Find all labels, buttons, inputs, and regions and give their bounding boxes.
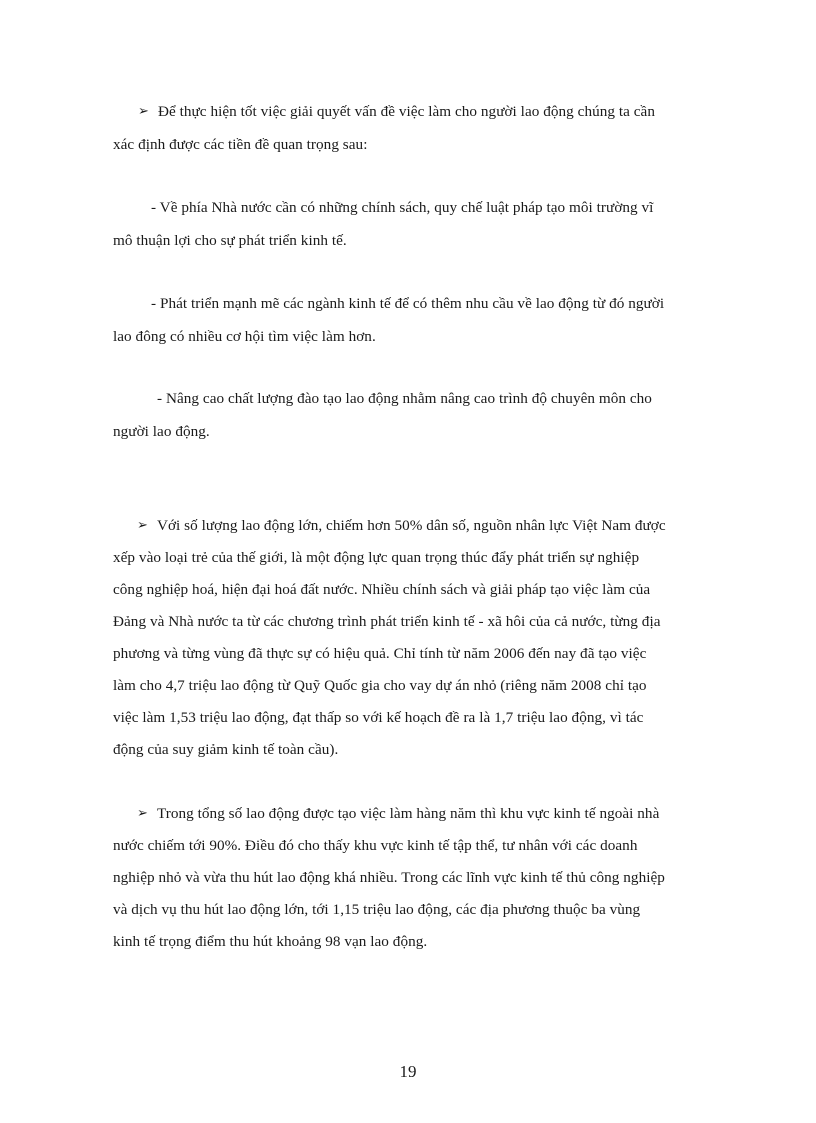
paragraph-5-line-6: làm cho 4,7 triệu lao động từ Quỹ Quốc gia cho vay dự án nhỏ (riêng năm 2008 chỉ tạo	[113, 677, 647, 694]
arrow-bullet-icon: ➢	[138, 103, 149, 118]
paragraph-1-line-2: xác định được các tiền đề quan trọng sau:	[113, 136, 368, 153]
paragraph-4-line-2: người lao động.	[113, 423, 210, 440]
paragraph-6-line-5: kinh tế trọng điểm thu hút khoảng 98 vạn lao động.	[113, 933, 428, 950]
arrow-bullet-icon: ➢	[137, 805, 148, 820]
paragraph-5-line-8: động của suy giảm kinh tế toàn cầu).	[113, 741, 339, 758]
paragraph-5-line-1: ➢ Với số lượng lao động lớn, chiếm hơn 50% dân số, nguồn nhân lực Việt Nam được	[137, 517, 666, 534]
arrow-bullet-icon: ➢	[137, 517, 148, 532]
paragraph-5-line-3: công nghiệp hoá, hiện đại hoá đất nước. Nhiều chính sách và giải pháp tạo việc làm của	[113, 581, 651, 598]
paragraph-6-line-2: nước chiếm tới 90%. Điều đó cho thấy khu vực kinh tế tập thể, tư nhân với các doanh	[113, 837, 638, 854]
paragraph-4-line-1: - Nâng cao chất lượng đào tạo lao động nhằm nâng cao trình độ chuyên môn cho	[157, 390, 652, 407]
paragraph-2-line-1: - Về phía Nhà nước cần có những chính sách, quy chế luật pháp tạo môi trường vĩ	[151, 199, 654, 216]
paragraph-5-line-5: phương và từng vùng đã thực sự có hiệu quả. Chỉ tính từ năm 2006 đến nay đã tạo việc	[113, 645, 647, 662]
paragraph-1-line-1: ➢ Để thực hiện tốt việc giải quyết vấn đề việc làm cho người lao động chúng ta cần	[138, 103, 655, 120]
paragraph-3-line-2: lao đông có nhiều cơ hội tìm việc làm hơn.	[113, 328, 376, 345]
paragraph-6-line-3: nghiệp nhỏ và vừa thu hút lao động khá nhiều. Trong các lĩnh vực kinh tế thủ công nghiệp	[113, 869, 665, 886]
paragraph-5-line-4: Đảng và Nhà nước ta từ các chương trình phát triển kinh tế - xã hôi của cả nước, từng địa	[113, 613, 661, 630]
paragraph-6-line-1: ➢ Trong tổng số lao động được tạo việc làm hàng năm thì khu vực kinh tế ngoài nhà	[137, 805, 660, 822]
paragraph-5-line-2: xếp vào loại trẻ của thế giới, là một động lực quan trọng thúc đẩy phát triển sự nghiệp	[113, 549, 640, 566]
paragraph-6-line-4: và dịch vụ thu hút lao động lớn, tới 1,15 triệu lao động, các địa phương thuộc ba vùng	[113, 901, 641, 918]
paragraph-2-line-2: mô thuận lợi cho sự phát triển kinh tế.	[113, 232, 347, 249]
paragraph-5-line-7: việc làm 1,53 triệu lao động, đạt thấp so với kế hoạch đề ra là 1,7 triệu lao động, vì tác	[113, 709, 644, 726]
paragraph-3-line-1: - Phát triển mạnh mẽ các ngành kinh tế để có thêm nhu cầu về lao động từ đó người	[151, 295, 665, 312]
page-number: 19	[399, 1062, 417, 1081]
